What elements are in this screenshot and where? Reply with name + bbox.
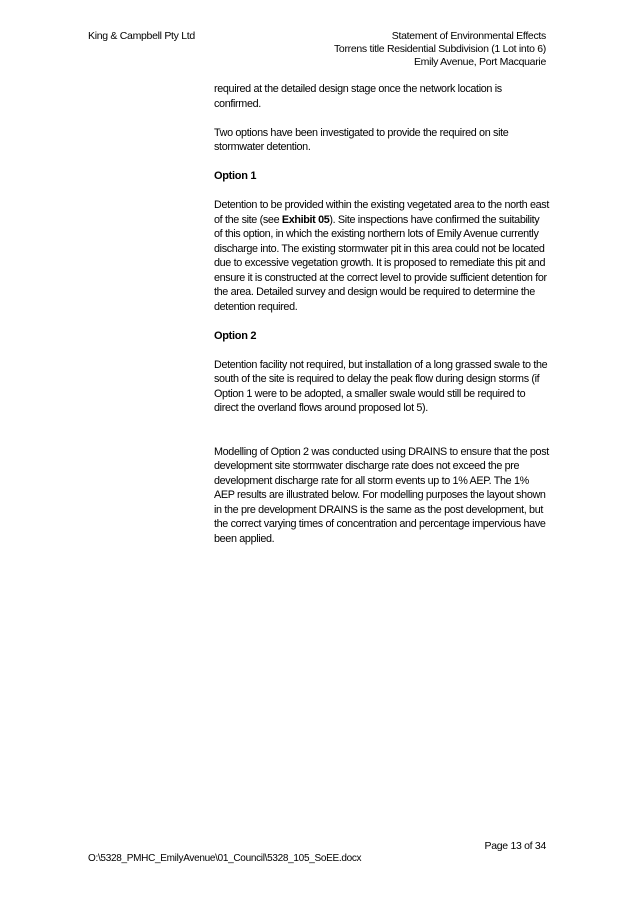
- option1-heading: Option 1: [214, 170, 257, 182]
- header-company: King & Campbell Pty Ltd: [88, 30, 195, 42]
- file-path: O:\5328_PMHC_EmilyAvenue\01_Council\5328_105_SoEE.docx: [88, 853, 362, 864]
- header-subtitle: Torrens title Residential Subdivision (1 Lot into 6): [333, 43, 546, 55]
- option2-paragraph: Detention facility not required, but installation of a long grassed swale to the south of the site is required to delay the peak flow during design storms (if Option 1 were to be adopted, a smaller swale would still be required to direct the overland flows around proposed lot 5).: [214, 358, 548, 414]
- paragraph-options-intro: Two options have been investigated to provide the required on site stormwater detention.: [214, 126, 509, 153]
- option1-paragraph: [214, 198, 550, 314]
- exhibit-reference: Exhibit 05: [281, 213, 330, 226]
- option1-text-a: Detention to be provided within the existing vegetated area to the north east of the site (see: [214, 199, 549, 226]
- option2-heading: Option 2: [214, 329, 257, 342]
- page-number: Page 13 of 34: [484, 840, 546, 852]
- header-document-info: [334, 30, 546, 69]
- option1-text-b: ). Site inspections have confirmed the suitability of this option, in which the existing northern lots of Emily Avenue currently discharge into. The existing stormwater pit in this area could not be located due to excessive vegetation growth. It is proposed to remediate this pit and ensure it is constructed at the correct level to provide sufficient detention for the area. Detailed survey and design would be required to determine the detention required.: [214, 213, 547, 313]
- document-body: [214, 82, 550, 561]
- modelling-paragraph: Modelling of Option 2 was conducted using DRAINS to ensure that the post development site stormwater discharge rate does not exceed the pre development discharge rate for all storm events up to 1% AEP. The 1% AEP results are illustrated below. For modelling purposes the layout shown in the pre development DRAINS is the same as the post development, but the correct varying times of concentration and percentage impervious have been applied.: [214, 445, 549, 545]
- header-doc-title: Statement of Environmental Effects: [391, 30, 546, 42]
- paragraph-continued: required at the detailed design stage once the network location is confirmed.: [214, 83, 502, 110]
- header-location: Emily Avenue, Port Macquarie: [413, 56, 546, 68]
